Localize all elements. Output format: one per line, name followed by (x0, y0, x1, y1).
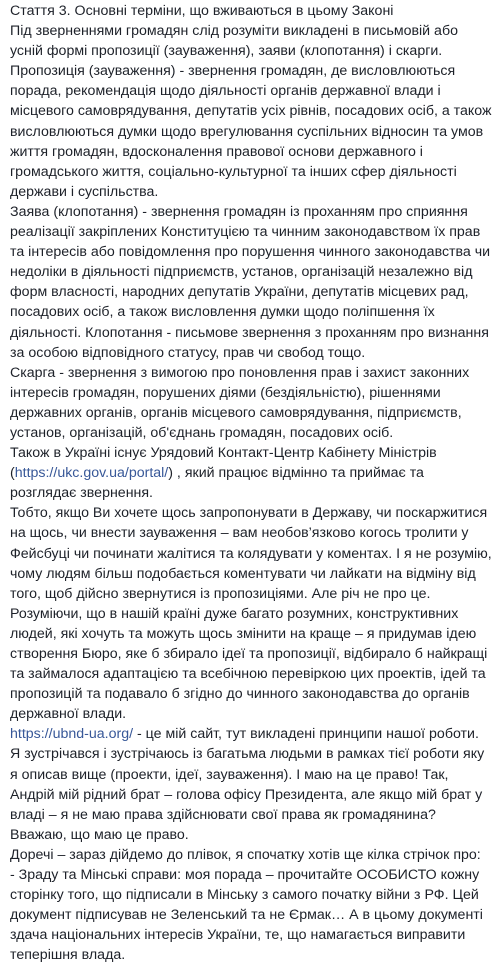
contact-center-text-end: ) , який працює відмінно та приймає та розглядає звернення. (10, 465, 424, 502)
paragraph-meetings: Я зустрічався і зустрічаюсь із багатьма людьми в рамках тієї роботи яку я описав вище (проекти, ідеї, зауваження). І маю на це право! Так, Андрій мій рідний брат – голова офісу Президента, але якщо мій брат у владі – я не маю права здійснювати свої права як громадянина? (10, 746, 485, 823)
paragraph-complaint: Скарга - звернення з вимогою про поновлення прав і захист законних інтересів громадян, порушених діями (бездіяльністю), рішеннями державних органів, органів місцевого самоврядування, підприємств, установ, організацій, об'єднань громадян, посадових осіб. (10, 364, 470, 441)
ubnd-site-link[interactable]: https://ubnd-ua.org/ (10, 726, 134, 743)
paragraph-minsk: - Зраду та Мінські справи: моя порада – прочитайте ОСОБИСТО кожну сторінку того, що підписали в Мінську з самого початку війни з РФ. Цей документ підписував не Зеленський та не Єрмак… А в цьому документі здача національних інтересів України, те, що намагається виправити теперішня влада. (10, 867, 483, 964)
paragraph-contact-center (10, 443, 494, 503)
paragraph-tapes-intro: Доречі – зараз дійдемо до плівок, я спочатку хотів ще кілка стрічок про: (10, 846, 481, 863)
paragraph-trolling: Тобто, якщо Ви хочете щось запропонувати в Державу, чи поскаржитися на щось, чи внести зауваження – вам необов’язково когось тролити у Фейсбуці чи починати жалітися та колядувати у коментах. І я не розумію, чому людям більш подобається коментувати чи лайкати на відміну від того, щоб дійсно звернутися із пропозиціями. Але річ не про це. (10, 505, 492, 602)
website-text: - це мій сайт, тут викладені принципи нашої роботи. (133, 726, 479, 743)
paragraph-application: Заява (клопотання) - звернення громадян із проханням про сприяння реалізації закріплених Конституцією та чинним законодавством їх прав та інтересів або повідомлення про порушення чинного законодавства чи недоліки в діяльності підприємств, установ, організацій незалежно від форм власності, народних депутатів України, депутатів місцевих рад, посадових осіб, а також висловлення думки щодо поліпшення їх діяльності. Клопотання - письмове звернення з проханням про визнання за особою відповідного статусу, прав чи свобод тощо. (10, 203, 491, 361)
paragraph-appeals-definition: Під зверненнями громадян слід розуміти викладені в письмовій або усній формі пропозиції (зауваження), заяви (клопотання) і скарги. (10, 23, 458, 60)
paragraph-bureau-idea: Розуміючи, що в нашій країні дуже багато розумних, конструктивних людей, які хочуть та можуть щось змінити на краще – я придумав ідею створення Бюро, яке б збирало ідеї та пропозиції, відбирало б найкращі та займалося адаптацією та всебічною перевіркою цих проектів, ідей та пропозицій та подавало б згідно до чинного законодавства до органів державної влади. (10, 605, 488, 723)
paragraph-right: Вважаю, що маю це право. (10, 826, 189, 843)
paragraph-website (10, 724, 494, 744)
article-heading: Стаття 3. Основні терміни, що вживаються в цьому Законі (10, 3, 394, 19)
contact-center-text-start: Також в Україні існує Урядовий Контакт-Центр Кабінету Міністрів ( (10, 445, 437, 482)
ukc-portal-link[interactable]: https://ukc.gov.ua/portal/ (14, 465, 169, 482)
paragraph-proposal: Пропозиція (зауваження) - звернення громадян, де висловлюються порада, рекомендація щодо діяльності органів державної влади і місцевого самоврядування, депутатів усіх рівнів, посадових осіб, а також висловлюються думки щодо врегулювання суспільних відносин та умов життя громадян, вдосконалення правової основи державного і громадського життя, соціально-культурної та інших сфер діяльності держави і суспільства. (10, 63, 492, 200)
